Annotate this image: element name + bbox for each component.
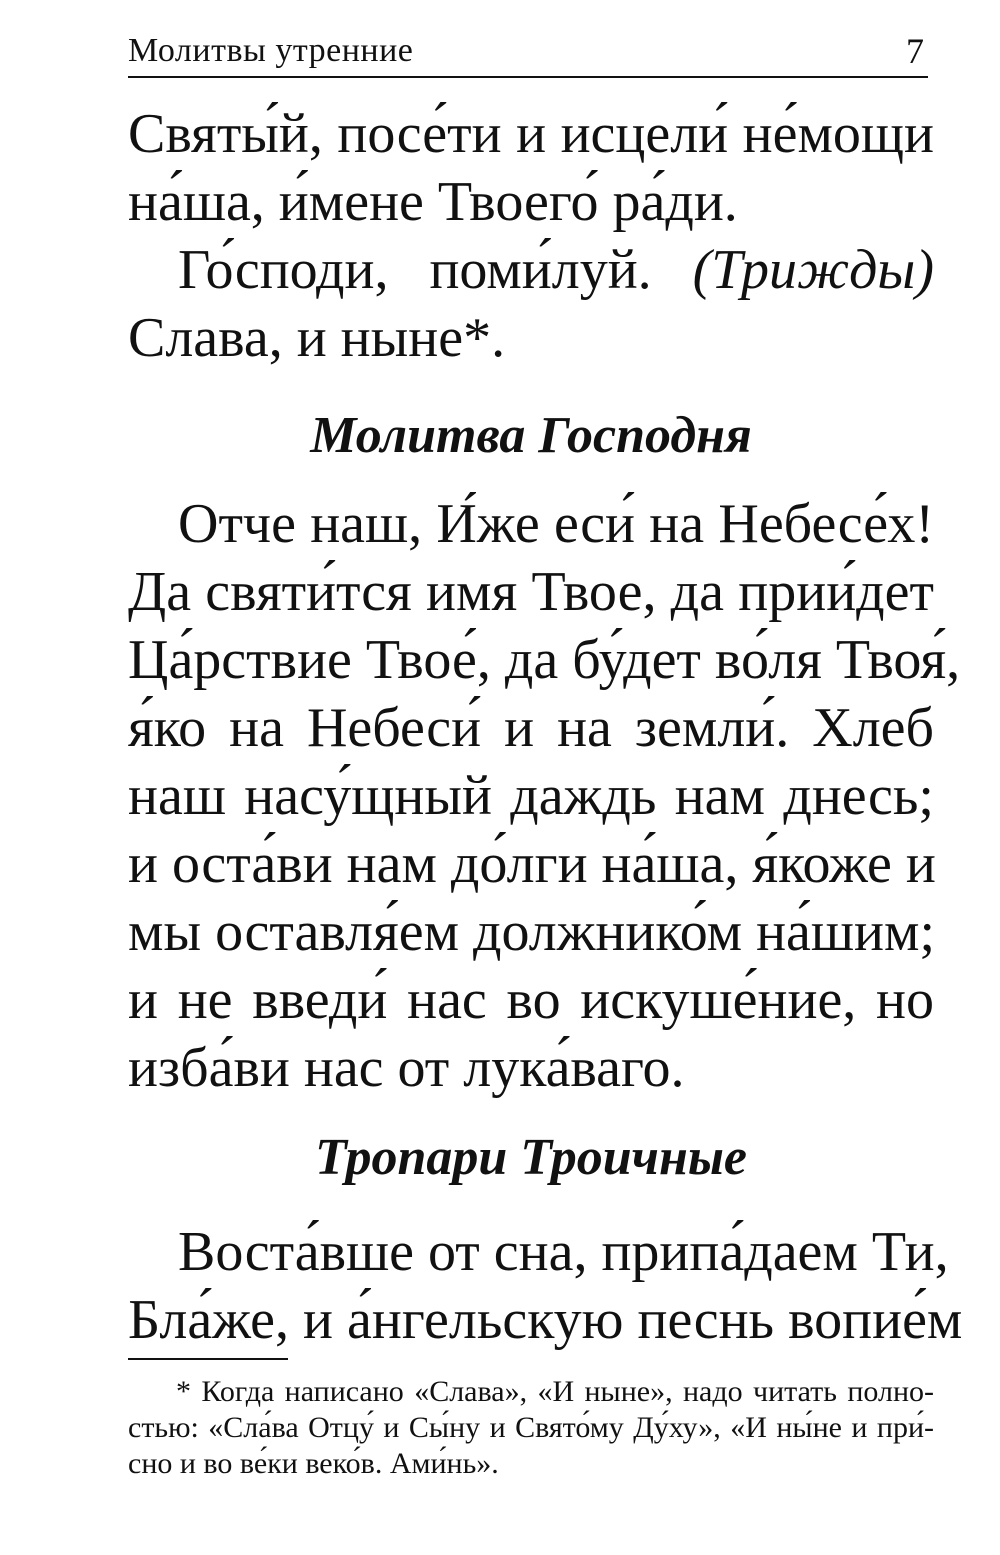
text-line: на́ша, и́мене Твоего́ ра́ди. xyxy=(128,171,738,233)
text-line: Святы́й, посе́ти и исцели́ не́мощи xyxy=(128,103,934,165)
prayer-line: Отче наш, И́же еси́ на Небесе́х! xyxy=(178,493,934,555)
prayer-line: Ца́рствие Твое́, да бу́дет во́ля Твоя́, xyxy=(128,629,961,691)
slava-line: Слава, и ныне*. xyxy=(128,307,506,369)
kyrie-note: (Трижды) xyxy=(692,239,934,301)
running-header xyxy=(128,26,928,78)
footnote-line: стью: «Сла́ва Отцу́ и Сы́ну и Свято́му Ду́ху», «И ны́не и при́- xyxy=(128,1411,934,1444)
running-title: Молитвы утренние xyxy=(128,32,414,69)
footnote-divider xyxy=(128,1358,288,1360)
section-heading-lords-prayer: Молитва Господня xyxy=(310,407,752,464)
troparion-line: Воста́вше от сна, припа́даем Ти, xyxy=(178,1221,949,1283)
footnote-line: * Когда написано «Слава», «И ныне», надо читать полно- xyxy=(176,1375,934,1408)
footnote-line: сно и во ве́ки веко́в. Ами́нь». xyxy=(128,1447,499,1480)
prayer-line: наш насу́щный даждь нам днесь; xyxy=(128,765,934,827)
troparion-line: Бла́же, и а́нгельскую песнь вопие́м xyxy=(128,1289,963,1351)
kyrie-line xyxy=(178,236,934,304)
section-heading-troparia: Тропари Троичные xyxy=(314,1129,748,1186)
prayer-line: и не введи́ нас во искуше́ние, но xyxy=(128,969,934,1031)
prayer-line: изба́ви нас от лука́ваго. xyxy=(128,1037,685,1099)
prayer-line: Да святи́тся имя Твое, да прии́дет xyxy=(128,561,934,623)
prayer-line: я́ко на Небеси́ и на земли́. Хлеб xyxy=(128,697,934,759)
page-number: 7 xyxy=(906,31,924,71)
kyrie-text: Го́споди, поми́луй. xyxy=(178,239,652,301)
prayer-line: и оста́ви нам до́лги на́ша, я́коже и xyxy=(128,833,936,895)
prayer-line: мы оставля́ем должнико́м на́шим; xyxy=(128,901,935,963)
